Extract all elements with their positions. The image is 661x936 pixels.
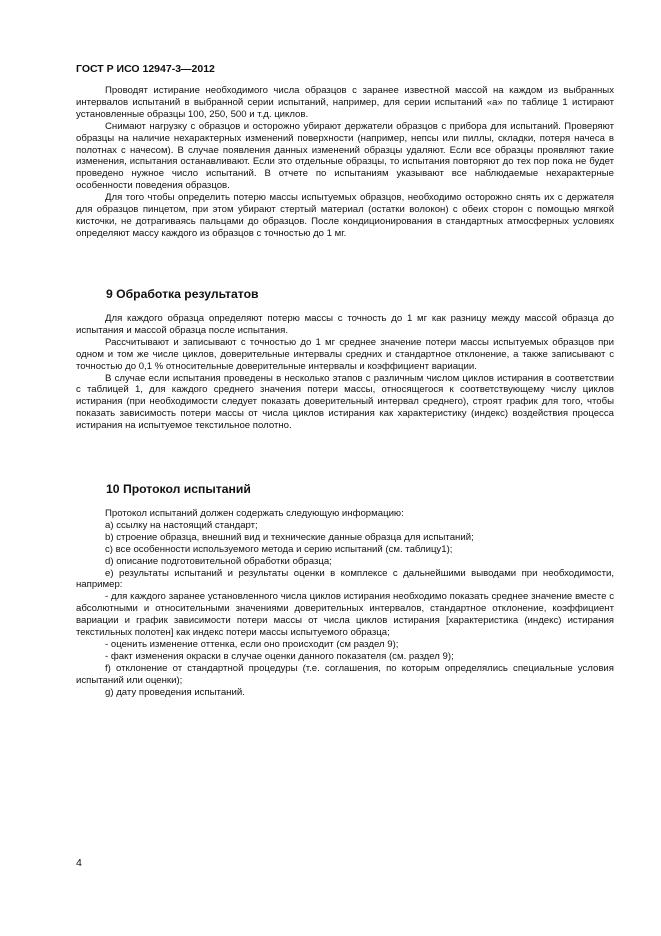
list-item: f) отклонение от стандартной процедуры (т.е. соглашения, по которым определялись специальные условия испытаний или оценки);	[76, 662, 614, 686]
section-9-text	[76, 313, 614, 432]
page-number: 4	[76, 857, 82, 869]
list-item: - оценить изменение оттенка, если оно происходит (см раздел 9);	[105, 638, 399, 650]
paragraph: Проводят истирание необходимого числа образцов с заранее известной массой на каждом из выбранных интервалов испытаний в выбранной серии испытаний, например, для серии испытаний «а» по таблице 1 истирают установленные образцы 100, 250, 500 и т.д. циклов.	[76, 85, 614, 120]
paragraph: Рассчитывают и записывают с точностью до 1 мг среднее значение потери массы испытуемых образцов при одном и том же числе циклов, доверительные интервалы средних и стандартное отклонение, а также записывают с точностью до 0,1 % относительные доверительные интервалы и коэффициент вариации.	[76, 336, 614, 372]
list-item: c) все особенности используемого метода и серию испытаний (см. таблицу1);	[105, 543, 453, 555]
procedure-text-block	[76, 85, 614, 240]
list-item: g) дату проведения испытаний.	[105, 686, 245, 698]
paragraph: Для каждого образца определяют потерю массы с точность до 1 мг как разницу между массой образца до испытания и массой образца после испытания.	[76, 313, 614, 336]
paragraph: Для того чтобы определить потерю массы испытуемых образцов, необходимо осторожно снять их с держателя для образцов пинцетом, при этом убирают стертый материал (остатки волокон) с обеих сторон с помощью мягкой кисточки, не дотрагиваясь пальцами до образцов. После кондиционирования в стандартных атмосферных условиях определяют массу каждого из образцов с точностью до 1 мг.	[76, 192, 614, 239]
list-item: e) результаты испытаний и результаты оценки в комплексе с дальнейшими выводами при необходимости, например:	[76, 567, 614, 591]
list-item: b) строение образца, внешний вид и технические данные образца для испытаний;	[105, 531, 474, 543]
list-item: - факт изменения окраски в случае оценки данного показателя (см. раздел 9);	[105, 650, 454, 662]
section-heading-9: 9 Обработка результатов	[106, 287, 259, 301]
paragraph: В случае если испытания проведены в несколько этапов с различным числом циклов истирания в соответствии с таблицей 1, для каждого среднего значения потери массы, относящегося к соответствующему числу циклов истирания (при необходимости следует показать доверительный интервал среднего), строят график для того, чтобы показать зависимость потери массы от числа циклов истирания как характеристику (индекс) воздействия процесса истирания на испытуемое текстильное полотно.	[76, 372, 614, 432]
list-item: d) описание подготовительной обработки образца;	[105, 555, 332, 567]
list-item: a) ссылку на настоящий стандарт;	[105, 519, 258, 531]
paragraph: Снимают нагрузку с образцов и осторожно убирают держатели образцов с прибора для испытаний. Проверяют образцы на наличие нехарактерных изменений поверхности (например, непсы или пиллы, складки, потеря начеса в полотнах с начесом). В случае появления данных изменений образцы удаляют. Если все образцы проявляют такие изменения, испытания останавливают. Если это отдельные образцы, то испытания повторяют до тех пор пока не будет проведено нужное число испытаний. В отчете по испытаниям указывают все наблюдаемые нехарактерные особенности поведения образцов.	[76, 120, 614, 192]
document-header: ГОСТ Р ИСО 12947-3—2012	[76, 63, 215, 75]
section-heading-10: 10 Протокол испытаний	[106, 482, 251, 496]
list-item: - для каждого заранее установленного числа циклов истирания необходимо показать среднее значение вместе с абсолютными и относительными значениями доверительных интервалов, стандартное отклонение, коэффициент вариации и график зависимости потери массы от числа циклов истирания [характеристика (индекс) истирания текстильных полотен] как индекс потери массы испытуемого образца;	[76, 591, 614, 639]
section-10-text	[76, 508, 614, 699]
paragraph: Протокол испытаний должен содержать следующую информацию:	[105, 508, 404, 519]
